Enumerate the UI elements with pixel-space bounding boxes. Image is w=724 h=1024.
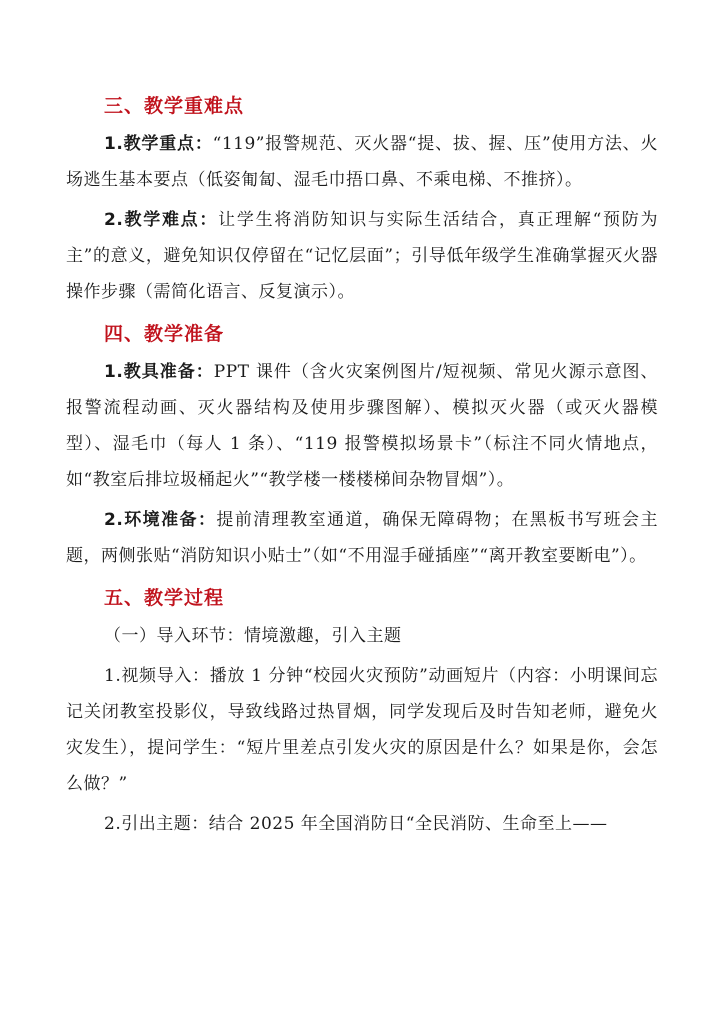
section-heading-key-points: 三、教学重难点 (104, 95, 245, 117)
subsection-heading-intro: （一）导入环节：情境激趣，引入主题 (104, 626, 402, 646)
paragraph-lead: 1.教具准备： (104, 362, 214, 382)
section-heading-process: 五、教学过程 (104, 587, 225, 609)
paragraph-text: PPT 课件（含火灾案例图片/短视频、常见火源示意图、报警流程动画、灭火器结构及使用步骤图解）、模拟灭火器（或灭火器模型）、湿毛巾（每人 1 条）、“119 报警模拟场景卡”（标注不同火情地点，如“教室后排垃圾桶起火”“教学楼一楼楼梯间杂物冒烟”）。 (66, 362, 658, 490)
paragraph-environment (66, 502, 658, 574)
document-page (66, 86, 658, 846)
paragraph-lead: 2.教学难点： (104, 210, 219, 230)
section-heading-preparation: 四、教学准备 (104, 323, 225, 345)
paragraph-teaching-aids (66, 354, 658, 498)
paragraph-teaching-focus (66, 126, 658, 198)
paragraph-text: “119”报警规范、灭火器“提、拔、握、压”使用方法、火场逃生基本要点（低姿匍匐、湿毛巾捂口鼻、不乘电梯、不推挤）。 (66, 134, 658, 190)
paragraph-teaching-difficulty (66, 202, 658, 310)
paragraph-text: 提前清理教室通道，确保无障碍物；在黑板书写班会主题，两侧张贴“消防知识小贴士”（如“不用湿手碰插座”“离开教室要断电”）。 (66, 510, 658, 566)
paragraph-text: 让学生将消防知识与实际生活结合，真正理解“预防为主”的意义，避免知识仅停留在“记忆层面”；引导低年级学生准确掌握灭火器操作步骤（需简化语言、反复演示）。 (66, 210, 658, 302)
paragraph-theme-intro: 2.引出主题：结合 2025 年全国消防日“全民消防、生命至上—— (104, 814, 608, 834)
paragraph-video-intro: 1.视频导入：播放 1 分钟“校园火灾预防”动画短片（内容：小明课间忘记关闭教室投影仪，导致线路过热冒烟，同学发现后及时告知老师，避免火灾发生），提问学生：“短片里差点引发火灾的原因是什么？如果是你，会怎么做？” (66, 666, 658, 794)
paragraph-lead: 2.环境准备： (104, 510, 217, 530)
paragraph-lead: 1.教学重点： (104, 134, 213, 154)
